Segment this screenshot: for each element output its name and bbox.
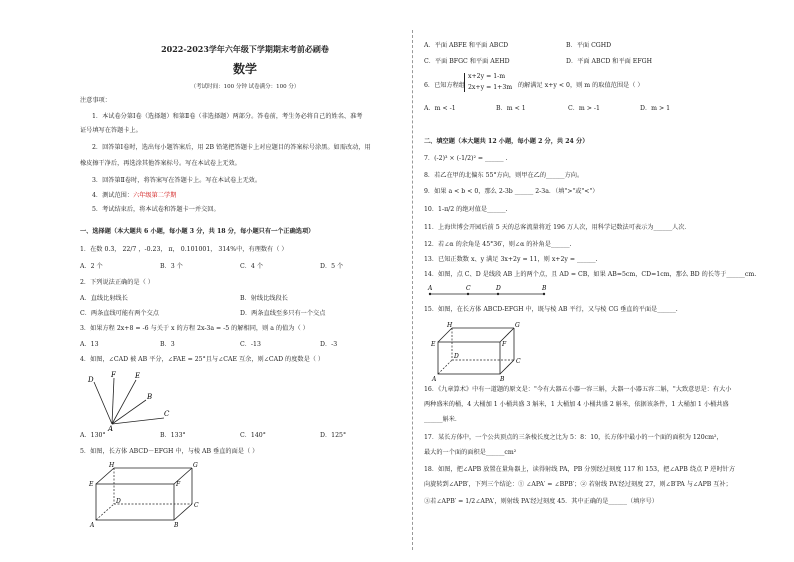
q6-option-a: A．m < -1 [424, 105, 456, 112]
label-a: A [90, 522, 95, 529]
q9: 9．如果 a < b < 0，那么 2-3b ______ 2-3a．（填">"或"<"） [424, 188, 599, 195]
column-divider [412, 30, 413, 550]
label-f: F [176, 481, 181, 488]
point-a: A [428, 285, 433, 292]
q6-option-b: B．m < 1 [496, 105, 526, 112]
q1-option-c: C．4 个 [240, 263, 264, 270]
q4-option-c: C．140° [240, 432, 266, 439]
point-b: B [542, 285, 547, 292]
note-line: 证号填写在答题卡上。 [80, 127, 142, 134]
note-line: 4．测试范围：六年级第二学期 [92, 192, 177, 199]
q16-line: ______斛米． [424, 416, 462, 423]
q6-option-d: D．m > 1 [640, 105, 671, 112]
q6-equation-system [464, 73, 512, 92]
section1-heading: 一、选择题（本大题共 6 小题，每小题 3 分，共 18 分，每小题只有一个正确选项） [80, 228, 315, 235]
q11: 11．上海世博会开园后前 5 天的总客流量将近 196 万人次，用科学记数法可表示为______人次． [424, 224, 691, 231]
q1-option-a: A．2 个 [80, 263, 103, 270]
q6-equation-1: x+2y = 1-m [468, 73, 506, 80]
q3-option-c: C．-13 [240, 341, 261, 348]
label-h: H [447, 322, 453, 329]
q15-cuboid-figure [430, 320, 540, 382]
q13: 13．已知正数数 x、y 满足 3x+2y = 11，则 x+2y = ______. [424, 256, 598, 263]
q5-option-b: B．平面 CGHD [566, 42, 612, 49]
q6-option-c: C．m > -1 [568, 105, 600, 112]
label-b: B [147, 393, 153, 401]
q14: 14．如图，点 C、D 是线段 AB 上的两个点，且 AD = CB，如果 AB=5cm，CD=1cm，那么 BD 的长等于______cm. [424, 271, 757, 278]
label-h: H [109, 462, 115, 469]
q4-option-d: D．125° [320, 432, 347, 439]
q12: 12．若∠α 的余角是 45°36′，则∠α 的补角是______. [424, 241, 572, 248]
q6-equation-2: 2x+y = 1+3m [468, 83, 513, 91]
exam-title: 2022-2023学年六年级下学期期末考前必刷卷 [161, 44, 329, 54]
q14-segment-figure [426, 284, 556, 300]
q1-option-b: B．3 个 [160, 263, 183, 270]
label-f: F [111, 371, 116, 379]
label-g: G [193, 462, 198, 469]
label-c: C [194, 502, 199, 509]
q6-stem-pre: 6．已知方程组 [424, 82, 466, 89]
q16-line: 两种盛米的桶，4 大桶加 1 小桶共盛 3 斛米，1 大桶加 4 小桶共盛 2 斛米，依据该条件，1 大桶加 1 小桶共盛 [424, 401, 729, 408]
q18-line: 向旋转到∠APB′，下列三个结论：① ∠APA′ = ∠BPB′；② 若射线 PA′经过刻度 27，则∠B′PA 与∠APB 互补； [424, 481, 732, 488]
q5-option-c: C．平面 BFGC 和平面 AEHD [424, 58, 510, 65]
q18-line: 18．如图，把∠APB 放置在量角器上，读得射线 PA，PB 分别经过刻度 117 和 153，把∠APB 绕点 P 逆时针方 [424, 466, 736, 473]
q17-line: 最大的一个面的面积是______cm² [424, 449, 517, 456]
label-a: A [432, 376, 437, 383]
q4-angle-figure [84, 368, 174, 433]
q5-cuboid-figure [88, 462, 208, 530]
q3-stem: 3．如果方程 2x+8 = -6 与关于 x 的方程 2x-3a = -5 的解相同，则 a 的值为（ ） [80, 325, 309, 332]
q15: 15．如图，在长方体 ABCD-EFGH 中，既与棱 AB 平行，又与棱 CG 垂直的平面是______. [424, 306, 678, 313]
q5-stem: 5．如图，长方体 ABCD－EFGH 中，与棱 AB 垂直的面是（ ） [80, 448, 259, 455]
label-b: B [500, 376, 505, 383]
label-b: B [174, 522, 179, 529]
label-d: D [88, 376, 94, 384]
q7: 7．(-2)³ × (-1/2)² = ______ . [424, 155, 508, 162]
label-d: D [116, 498, 121, 505]
right-column [420, 0, 757, 562]
q3-option-d: D．-3 [320, 341, 338, 348]
q17-line: 17．某长方体中，一个公共顶点的三条棱长度之比为 5：8：10，长方体中最小的一个面的面积为 120cm²， [424, 434, 723, 441]
left-column [80, 0, 410, 562]
q2-option-b: B．射线比线段长 [240, 295, 288, 302]
q5-option-a: A．平面 ABFE 和平面 ABCD [424, 42, 509, 49]
exam-info: （考试时间：100 分钟 试卷满分：100 分） [190, 84, 300, 90]
label-f: F [502, 341, 507, 348]
note-line: 1．本试卷分第Ⅰ卷（选择题）和第Ⅱ卷（非选择题）两部分。答卷前，考生务必将自己的姓名、准考 [92, 113, 363, 120]
label-a: A [108, 425, 114, 433]
q16-line: 16．《九章算术》中有一道题的原文是："今有大器五小器一容三斛，大器一小器五容二斛，"大致意思是：有大小 [424, 386, 732, 393]
q4-option-a: A．130° [80, 432, 106, 439]
q18-line: ③若∠APB′ = 1/2∠APA′，则射线 PA′经过刻度 45．其中正确的是______（填序号） [424, 498, 658, 505]
q2-stem: 2．下列说法正确的是（ ） [80, 279, 154, 286]
q10: 10．1-π/2 的绝对值是______. [424, 206, 508, 213]
label-e: E [135, 372, 141, 380]
label-e: E [431, 341, 436, 348]
test-scope: 六年级第二学期 [133, 192, 177, 199]
label-e: E [89, 481, 94, 488]
q5-option-d: D．平面 ABCD 和平面 EFGH [566, 58, 652, 65]
point-d: D [496, 285, 501, 292]
q4-option-b: B．133° [160, 432, 186, 439]
subject-title: 数学 [232, 62, 257, 76]
notes-heading: 注意事项： [80, 97, 111, 104]
label-d: D [454, 353, 459, 360]
q2-option-c: C．两条直线可能有两个交点 [80, 310, 159, 317]
q6-stem-post: 的解满足 x+y < 0，则 m 的取值范围是（ ） [518, 82, 644, 89]
label-c: C [164, 410, 170, 418]
q2-option-d: D．两条直线至多只有一个交点 [240, 310, 326, 317]
note-line: 橡皮擦干净后，再选涂其他答案标号。写在本试卷上无效。 [80, 160, 241, 167]
note-line: 2．回答第Ⅰ卷时，选出每小题答案后，用 2B 铅笔把答题卡上对应题目的答案标号涂黑。如需改动，用 [92, 144, 371, 151]
q2-option-a: A．直线比射线长 [80, 295, 128, 302]
section2-heading: 二、填空题（本大题共 12 小题，每小题 2 分，共 24 分） [424, 138, 589, 145]
q4-stem: 4．如图，∠CAD 被 AB 平分，∠FAE = 25°且与∠CAE 互余，则∠CAD 的度数是（ ） [80, 356, 325, 363]
label-c: C [516, 358, 521, 365]
q1-option-d: D．5 个 [320, 263, 344, 270]
q3-option-a: A．13 [80, 341, 99, 348]
note-line: 5．考试结束后，将本试卷和答题卡一并交回。 [92, 206, 220, 213]
label-g: G [515, 322, 520, 329]
q3-option-b: B．3 [160, 341, 175, 348]
note-line: 3．回答第Ⅱ卷时，将答案写在答题卡上。写在本试卷上无效。 [92, 177, 262, 184]
point-c: C [466, 285, 471, 292]
q1-stem: 1．在数 0.3̇， 22/7 ，-0.23， π， 0.101001， 314%中，有理数有（ ） [80, 246, 288, 253]
q8: 8．若乙在甲的北偏东 55°方向，则甲在乙的______方向。 [424, 172, 584, 179]
